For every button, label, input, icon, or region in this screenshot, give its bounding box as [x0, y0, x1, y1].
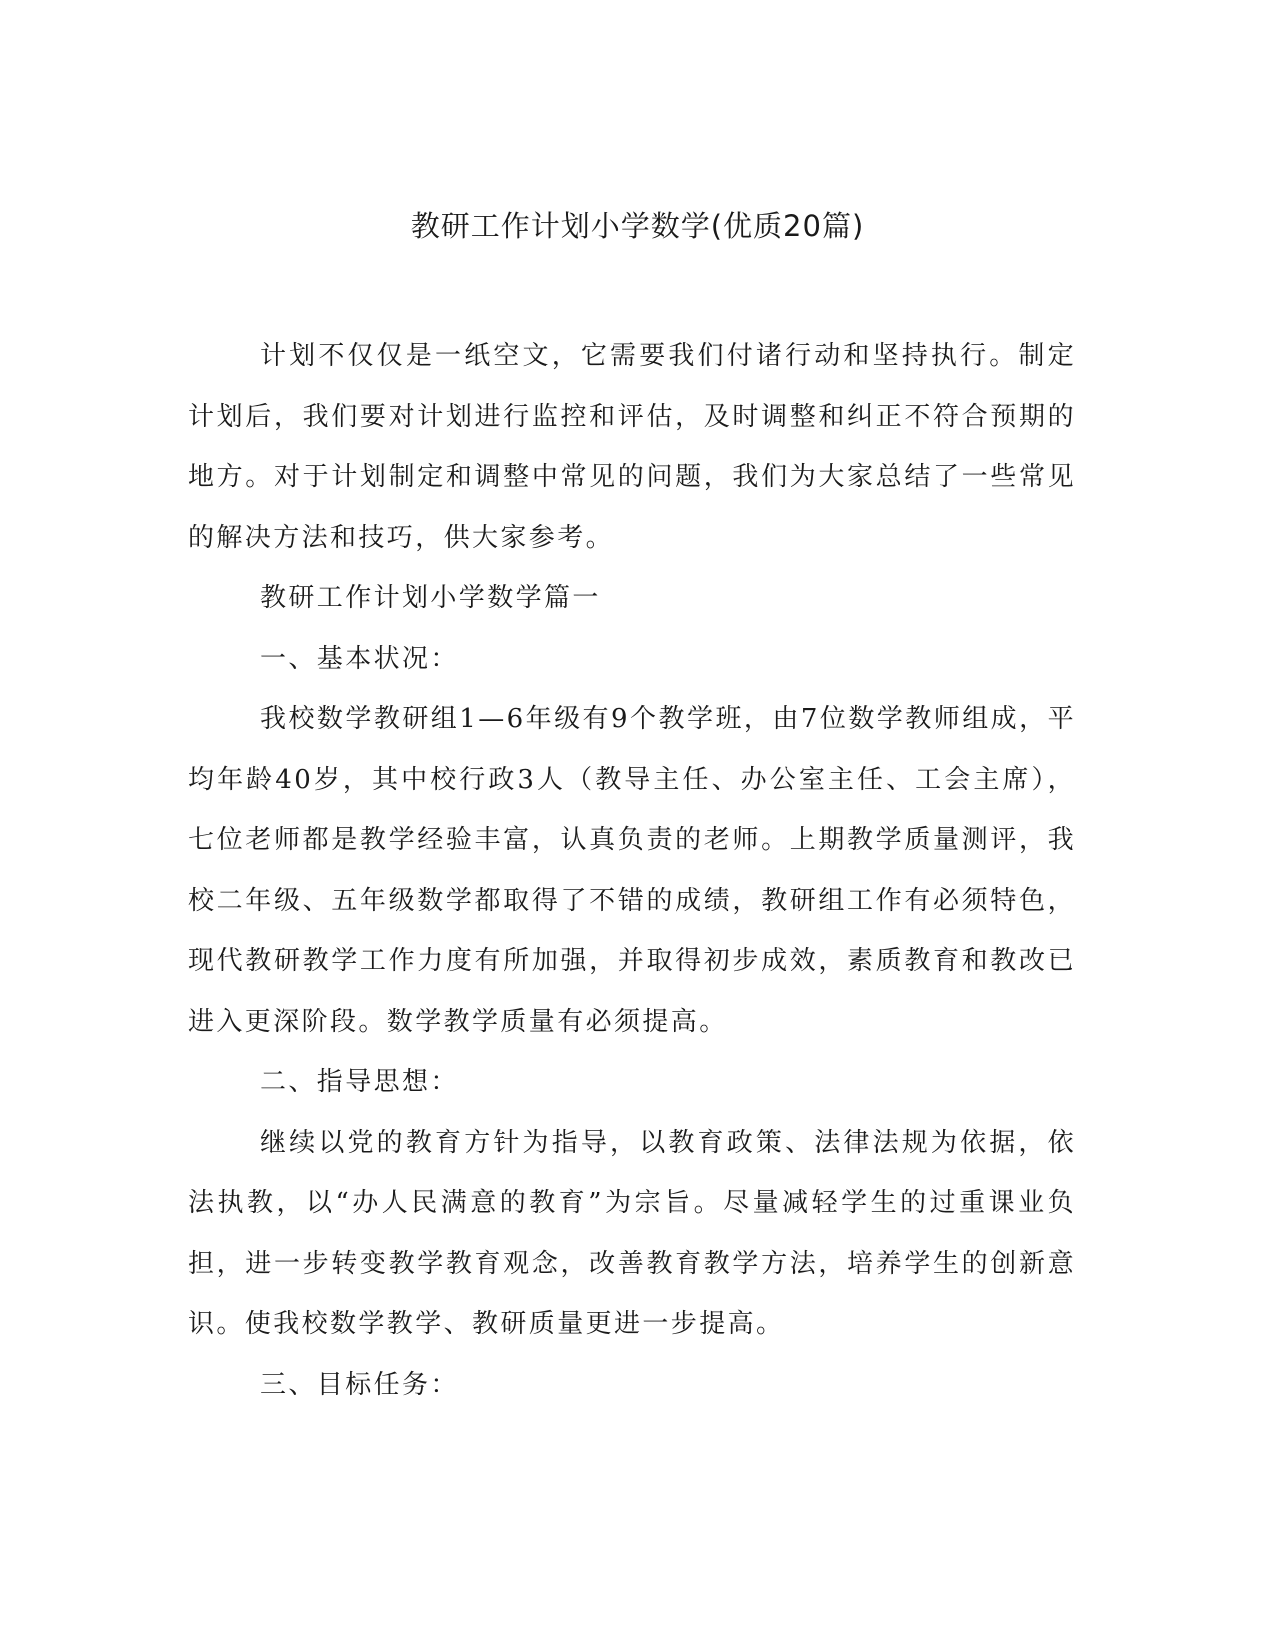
- intro-paragraph: 计划不仅仅是一纸空文，它需要我们付诸行动和坚持执行。制定计划后，我们要对计划进行监控和评估，及时调整和纠正不符合预期的地方。对于计划制定和调整中常见的问题，我们为大家总结了一些常见的解决方法和技巧，供大家参考。: [188, 341, 1076, 553]
- section-heading-part-one: 教研工作计划小学数学篇一: [260, 583, 601, 613]
- document-title: 教研工作计划小学数学(优质20篇): [410, 209, 865, 243]
- basic-situation-paragraph: 我校数学教研组1—6年级有9个教学班，由7位数学教师组成，平均年龄40岁，其中校行政3人（教导主任、办公室主任、工会主席），七位老师都是教学经验丰富，认真负责的老师。上期教学质量测评，我校二年级、五年级数学都取得了不错的成绩，教研组工作有必须特色，现代教研教学工作力度有所加强，并取得初步成效，素质教育和教改已进入更深阶段。数学教学质量有必须提高。: [188, 704, 1076, 1037]
- heading-basic-situation: 一、基本状况：: [260, 643, 459, 674]
- heading-guiding-ideology: 二、指导思想：: [260, 1067, 459, 1097]
- heading-goals-tasks: 三、目标任务：: [260, 1369, 459, 1400]
- document-body: [188, 326, 1076, 1415]
- guiding-ideology-paragraph: 继续以党的教育方针为指导，以教育政策、法律法规为依据，依法执教，以“办人民满意的教育”为宗旨。尽量减轻学生的过重课业负担，进一步转变教学教育观念，改善教育教学方法，培养学生的创新意识。使我校数学教学、教研质量更进一步提高。: [188, 1127, 1076, 1339]
